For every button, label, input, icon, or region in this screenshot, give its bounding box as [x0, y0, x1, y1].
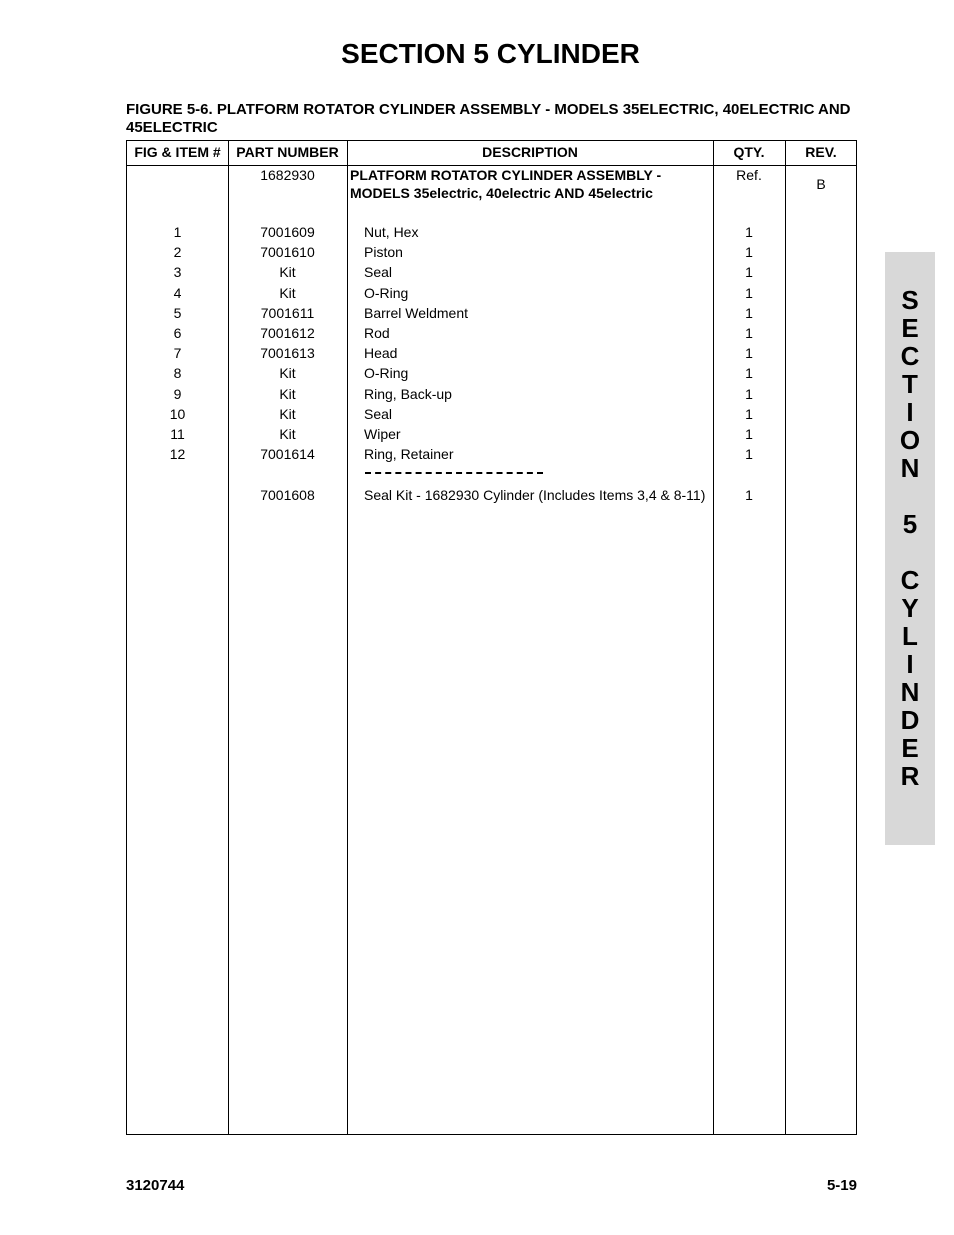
row-description: Seal: [364, 406, 393, 422]
column-divider: [347, 141, 348, 1134]
row-item-number: 4: [173, 285, 182, 301]
row-description: Piston: [364, 244, 403, 260]
row-description: Nut, Hex: [364, 224, 419, 240]
row-part-number: Kit: [279, 365, 296, 381]
document-number: 3120744: [126, 1177, 185, 1194]
side-tab-letter: C: [900, 565, 920, 595]
side-tab-letter: I: [906, 397, 914, 427]
header-item: FIG & ITEM #: [134, 144, 221, 160]
row-description: Barrel Weldment: [364, 305, 469, 321]
row-description: Rod: [364, 325, 390, 341]
row-qty: 1: [745, 426, 753, 442]
row-qty: 1: [745, 365, 753, 381]
row-item-number: 7: [173, 345, 182, 361]
row-qty: 1: [745, 264, 753, 280]
row-qty: 1: [745, 446, 753, 462]
row-item-number: 1: [173, 224, 182, 240]
side-tab-letter: [885, 538, 935, 566]
row-item-number: 11: [170, 426, 185, 442]
assembly-description: PLATFORM ROTATOR CYLINDER ASSEMBLY - MODELS 35electric, 40electric AND 45electric: [350, 167, 662, 201]
assembly-qty: Ref.: [736, 167, 762, 183]
side-tab-letter: [885, 482, 935, 510]
side-tab-letter: T: [902, 369, 918, 399]
assembly-rev: B: [816, 176, 826, 192]
row-qty: 1: [745, 345, 753, 361]
column-divider: [785, 141, 786, 1134]
row-part-number: 7001613: [260, 345, 315, 361]
side-tab-letter: Y: [901, 593, 919, 623]
row-part-number: Kit: [279, 264, 296, 280]
row-description: Ring, Back-up: [364, 386, 452, 402]
row-part-number: 7001609: [260, 224, 315, 240]
row-qty: 1: [745, 325, 753, 341]
row-qty: 1: [745, 224, 753, 240]
row-item-number: 2: [173, 244, 182, 260]
row-qty: 1: [745, 406, 753, 422]
side-tab-letter: S: [901, 285, 919, 315]
kit-description: Seal Kit - 1682930 Cylinder (Includes Items 3,4 & 8-11): [364, 487, 706, 503]
header-description: DESCRIPTION: [482, 144, 578, 160]
kit-qty: 1: [745, 487, 753, 503]
parts-table: [126, 140, 857, 1135]
side-tab-letter: R: [900, 761, 920, 791]
side-tab-letter: E: [901, 313, 919, 343]
row-description: Head: [364, 345, 398, 361]
row-description: Ring, Retainer: [364, 446, 454, 462]
side-tab-label: [885, 286, 935, 790]
row-part-number: Kit: [279, 386, 296, 402]
row-item-number: 10: [169, 406, 186, 422]
row-item-number: 9: [173, 386, 182, 402]
page-title: SECTION 5 CYLINDER: [341, 38, 640, 69]
row-description: Wiper: [364, 426, 401, 442]
row-part-number: 7001611: [260, 305, 315, 321]
side-tab-letter: I: [906, 649, 914, 679]
row-item-number: 3: [173, 264, 182, 280]
row-part-number: 7001610: [260, 244, 315, 260]
row-part-number: 7001612: [260, 325, 315, 341]
row-part-number: Kit: [279, 285, 296, 301]
row-qty: 1: [745, 305, 753, 321]
side-tab-letter: N: [900, 677, 920, 707]
side-tab-letter: D: [900, 705, 920, 735]
header-qty: QTY.: [733, 144, 765, 160]
header-rev: REV.: [805, 144, 837, 160]
row-description: Seal: [364, 264, 393, 280]
figure-title: FIGURE 5-6. PLATFORM ROTATOR CYLINDER ASSEMBLY - MODELS 35ELECTRIC, 40ELECTRIC AND 45ELECTRIC: [126, 101, 851, 136]
row-part-number: Kit: [279, 406, 296, 422]
row-qty: 1: [745, 386, 753, 402]
assembly-part-number: 1682930: [260, 167, 315, 183]
row-qty: 1: [745, 285, 753, 301]
side-tab-letter: O: [899, 425, 921, 455]
row-description: O-Ring: [364, 285, 409, 301]
row-qty: 1: [745, 244, 753, 260]
row-item-number: 6: [173, 325, 182, 341]
row-description: O-Ring: [364, 365, 409, 381]
side-tab-letter: N: [900, 453, 920, 483]
row-item-number: 8: [173, 365, 182, 381]
separator-line: [365, 472, 543, 474]
page-number: 5-19: [826, 1177, 857, 1194]
side-tab-letter: 5: [902, 509, 918, 539]
side-tab-letter: L: [902, 621, 918, 651]
row-item-number: 5: [173, 305, 182, 321]
section-side-tab: [885, 252, 935, 845]
side-tab-letter: C: [900, 341, 920, 371]
row-part-number: Kit: [279, 426, 296, 442]
row-item-number: 12: [169, 446, 186, 462]
kit-part-number: 7001608: [260, 487, 315, 503]
side-tab-letter: E: [901, 733, 919, 763]
row-part-number: 7001614: [260, 446, 315, 462]
header-part-number: PART NUMBER: [236, 144, 339, 160]
